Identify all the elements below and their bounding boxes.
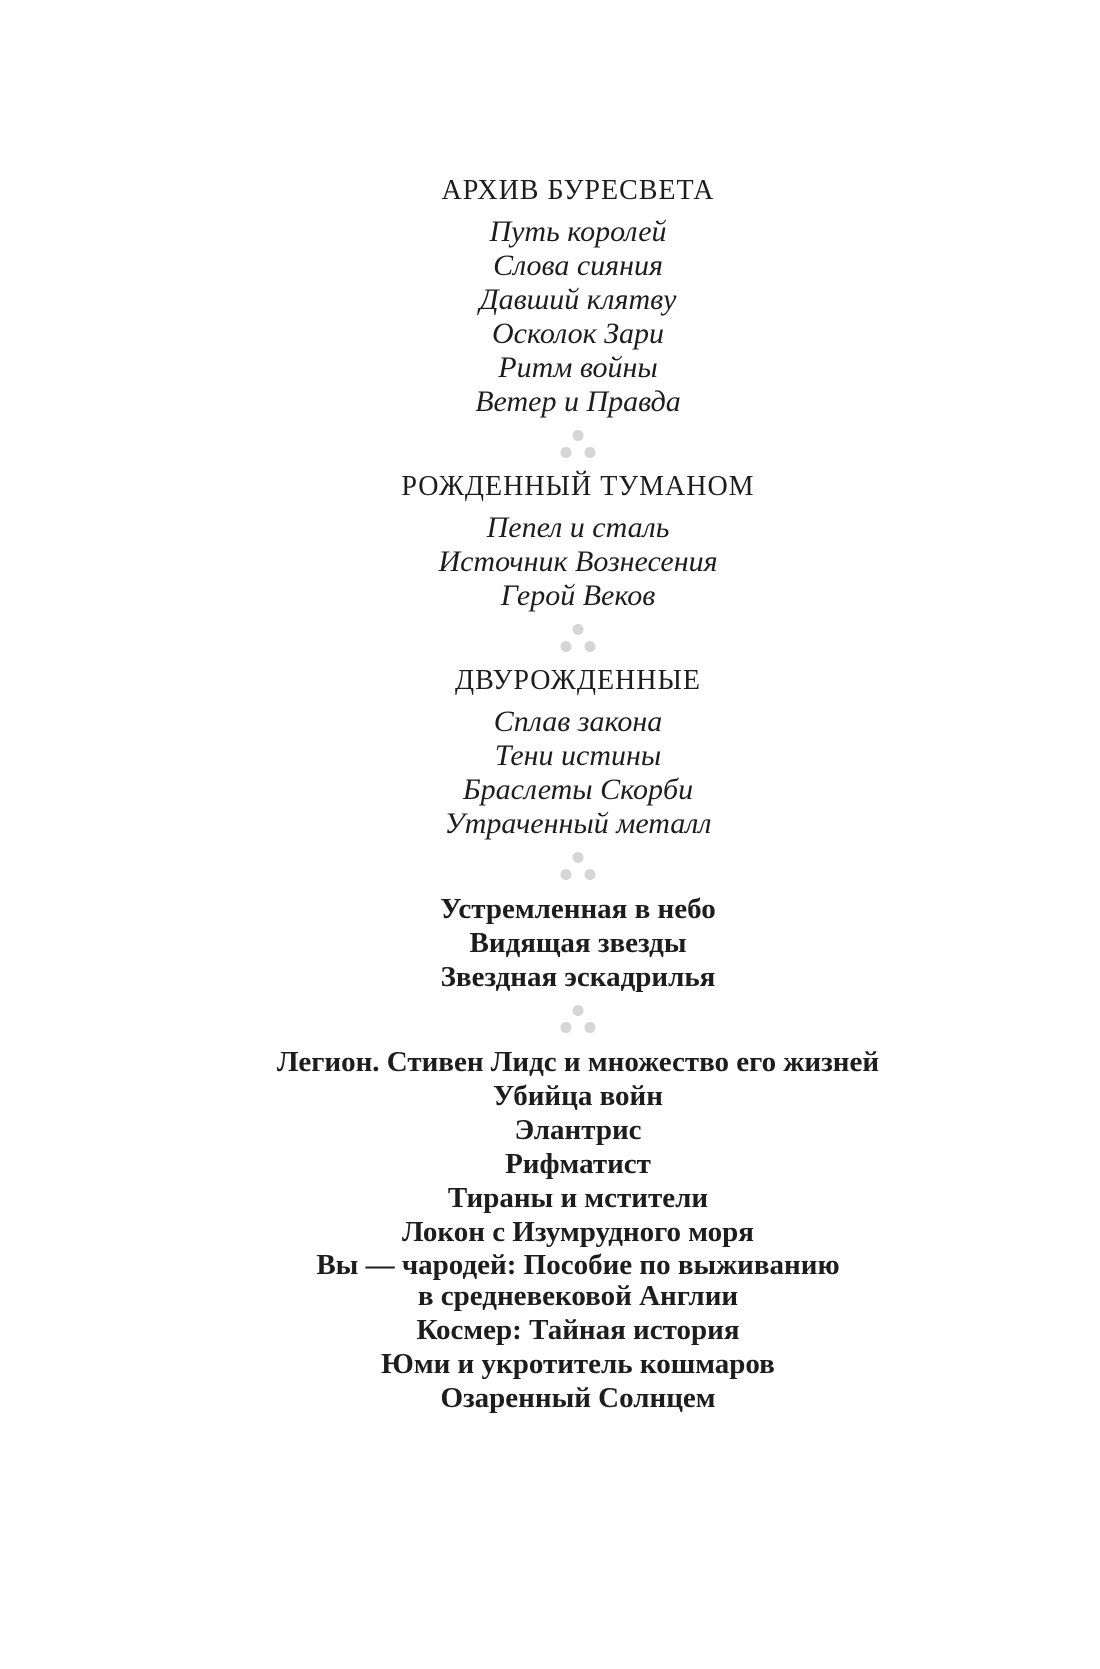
section-divider-three-dots-ornament [548, 624, 608, 653]
series-section [268, 470, 888, 613]
book-title: Легион. Стивен Лидс и множество его жизней [276, 1046, 880, 1078]
book-title: Тираны и мстители [447, 1182, 709, 1214]
book-title: Элантрис [514, 1114, 642, 1146]
book-title: Источник Вознесения [438, 545, 718, 578]
book-title: Видящая звезды [469, 927, 687, 959]
book-title: Слова сияния [493, 249, 663, 282]
ornament-dot [573, 430, 584, 441]
standalone-section [268, 892, 888, 994]
standalone-section [268, 1045, 888, 1415]
book-title: Ветер и Правда [475, 385, 681, 418]
ornament-dot [561, 1022, 572, 1033]
book-title: Утраченный металл [444, 807, 712, 840]
section-divider-three-dots-ornament [548, 852, 608, 881]
series-heading: ДВУРОЖДЕННЫЕ [454, 665, 702, 696]
book-title: Озаренный Солнцем [440, 1382, 716, 1414]
section-divider-three-dots-ornament [548, 430, 608, 459]
ornament-dot [585, 641, 596, 652]
book-title: Пепел и сталь [486, 511, 670, 544]
book-title: Браслеты Скорби [462, 773, 694, 806]
book-title: Убийца войн [493, 1080, 663, 1112]
ornament-dot [585, 1022, 596, 1033]
section-divider-three-dots-ornament [548, 1005, 608, 1034]
ornament-dot [561, 869, 572, 880]
ornament-dot [573, 852, 584, 863]
series-heading: РОЖДЕННЫЙ ТУМАНОМ [401, 471, 755, 502]
book-title: Вы — чародей: Пособие по выживанию в средневековой Англии [316, 1249, 840, 1312]
ornament-dot [573, 624, 584, 635]
ornament-dot [561, 447, 572, 458]
series-section [268, 174, 888, 419]
book-title: Давший клятву [479, 283, 677, 316]
book-title: Локон с Изумрудного моря [402, 1216, 754, 1248]
series-section [268, 664, 888, 841]
ornament-dot [585, 447, 596, 458]
book-title: Герой Веков [500, 579, 656, 612]
book-title: Сплав закона [493, 705, 663, 738]
ornament-dot [573, 1005, 584, 1016]
book-title: Ритм войны [498, 351, 658, 384]
book-title: Звездная эскадрилья [440, 961, 716, 993]
ornament-dot [561, 641, 572, 652]
book-title: Рифматист [505, 1148, 651, 1180]
book-title: Устремленная в небо [440, 893, 716, 925]
book-title: Тени истины [494, 739, 662, 772]
book-title: Осколок Зари [492, 317, 664, 350]
book-title: Юми и укротитель кошмаров [381, 1348, 775, 1380]
book-title: Космер: Тайная история [416, 1314, 740, 1346]
ornament-dot [585, 869, 596, 880]
book-title: Путь королей [489, 215, 667, 248]
bibliography-content [268, 0, 888, 1415]
series-heading: АРХИВ БУРЕСВЕТА [441, 175, 715, 206]
